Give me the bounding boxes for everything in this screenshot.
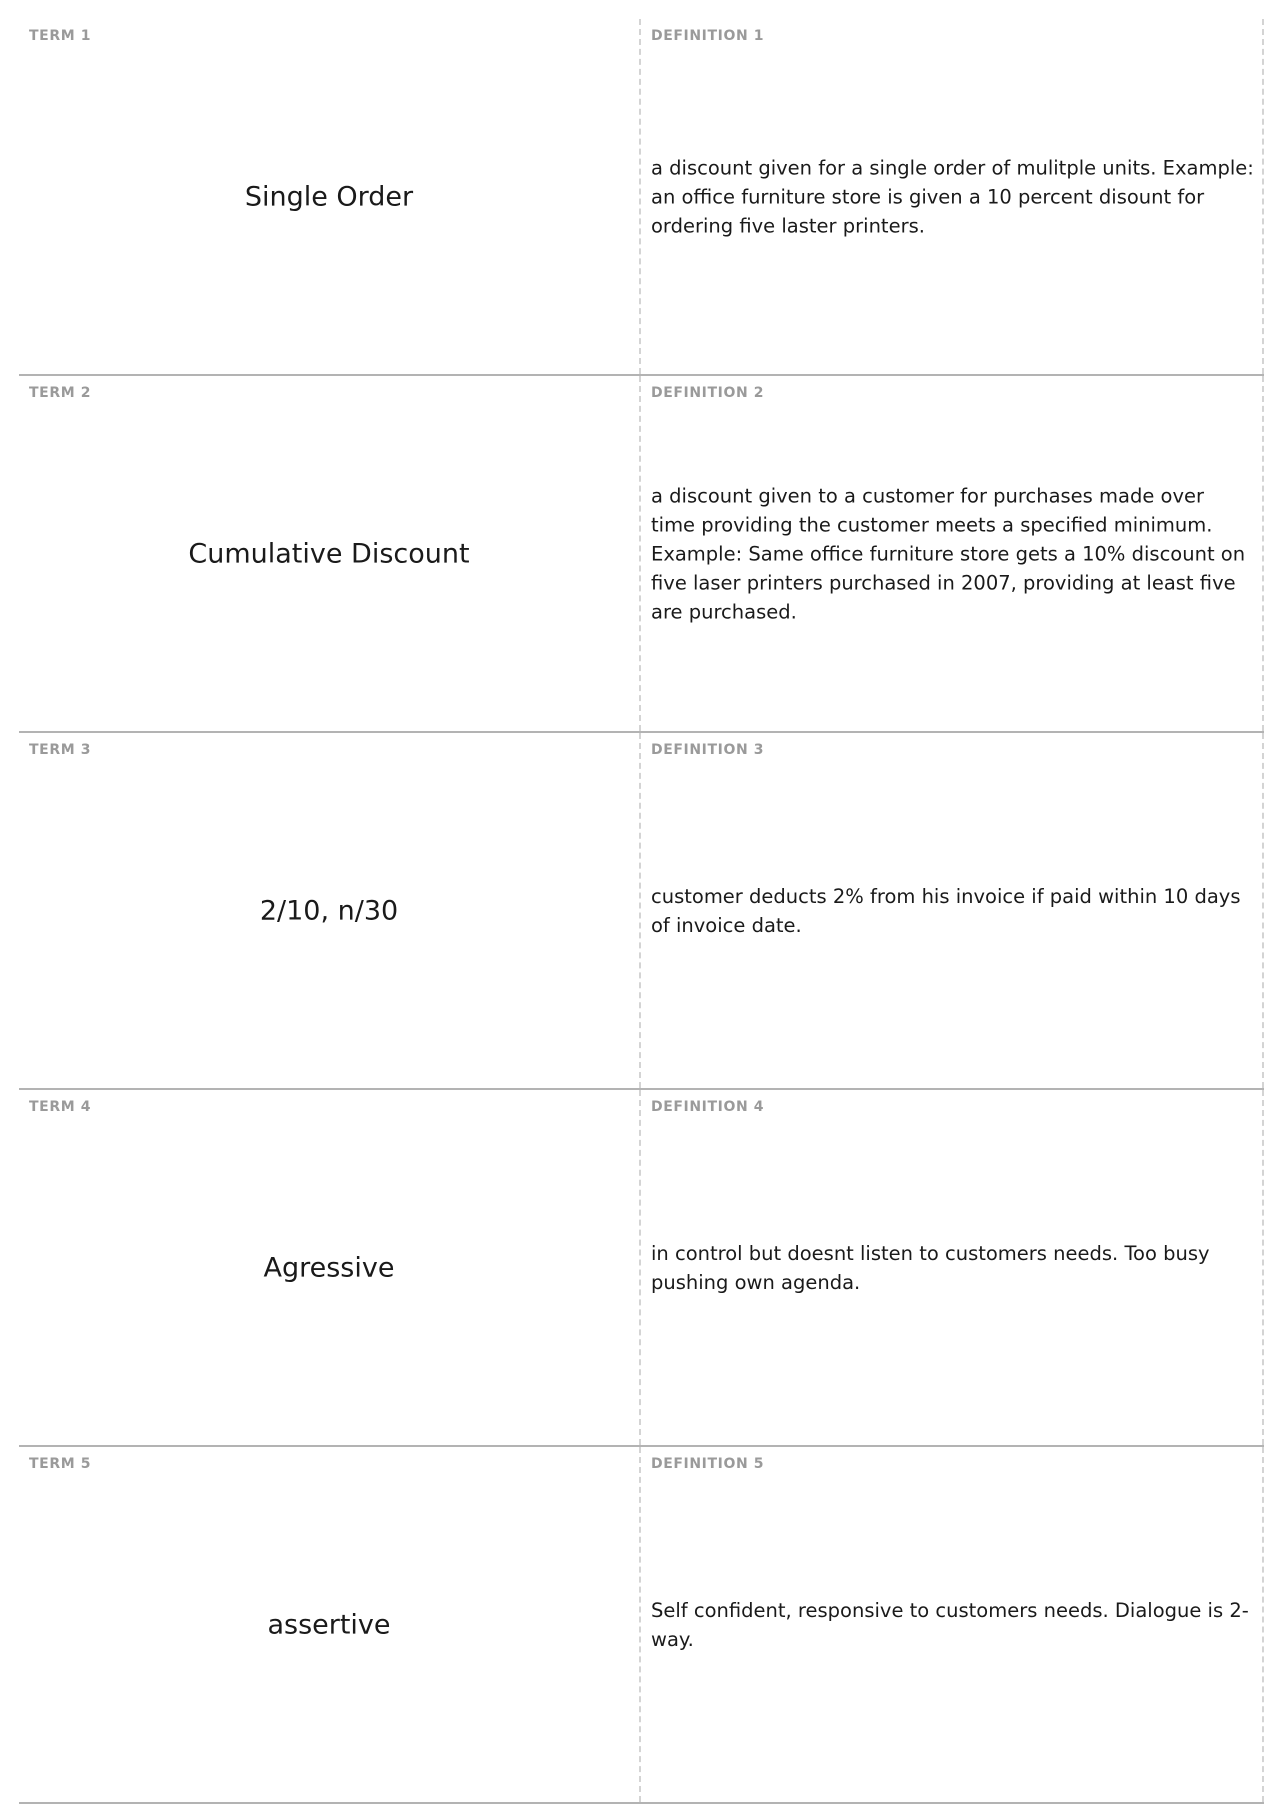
term-cell	[19, 19, 641, 374]
definition-cell	[641, 376, 1264, 731]
term-label: TERM 5	[29, 1456, 92, 1472]
definition-label: DEFINITION 1	[651, 28, 765, 44]
definition-cell	[641, 1447, 1264, 1802]
term-text: Agressive	[263, 1252, 395, 1283]
definition-text: Self confident, responsive to customers needs. Dialogue is 2-way.	[651, 1598, 1249, 1651]
definition-label: DEFINITION 3	[651, 742, 765, 758]
term-label: TERM 3	[29, 742, 92, 758]
term-label: TERM 4	[29, 1099, 92, 1115]
flashcard-row-5	[19, 1447, 1264, 1804]
term-cell	[19, 376, 641, 731]
term-text: 2/10, n/30	[259, 895, 399, 926]
term-text: Cumulative Discount	[188, 538, 470, 569]
term-cell	[19, 733, 641, 1088]
term-label: TERM 1	[29, 28, 92, 44]
definition-text: customer deducts 2% from his invoice if paid within 10 days of invoice date.	[651, 884, 1241, 937]
definition-label: DEFINITION 5	[651, 1456, 765, 1472]
definition-label: DEFINITION 4	[651, 1099, 765, 1115]
term-text: assertive	[267, 1609, 391, 1640]
definition-cell	[641, 1090, 1264, 1445]
term-label: TERM 2	[29, 385, 92, 401]
flashcard-sheet	[19, 19, 1264, 1804]
term-text: Single Order	[244, 181, 414, 212]
definition-text: in control but doesnt listen to customers needs. Too busy pushing own agenda.	[651, 1241, 1210, 1294]
flashcard-row-1	[19, 19, 1264, 376]
flashcard-row-3	[19, 733, 1264, 1090]
definition-text: a discount given to a customer for purchases made over time providing the customer meets a specified minimum. Example: Same office furniture store gets a 10% discount on five laser printers purchased in 2007, providing at least five are purchased.	[651, 484, 1246, 623]
flashcard-row-2	[19, 376, 1264, 733]
term-cell	[19, 1447, 641, 1802]
definition-cell	[641, 19, 1264, 374]
definition-label: DEFINITION 2	[651, 385, 765, 401]
definition-text: a discount given for a single order of mulitple units. Example: an office furniture store is given a 10 percent disount for ordering five laster printers.	[651, 156, 1254, 237]
definition-cell	[641, 733, 1264, 1088]
term-cell	[19, 1090, 641, 1445]
flashcard-row-4	[19, 1090, 1264, 1447]
